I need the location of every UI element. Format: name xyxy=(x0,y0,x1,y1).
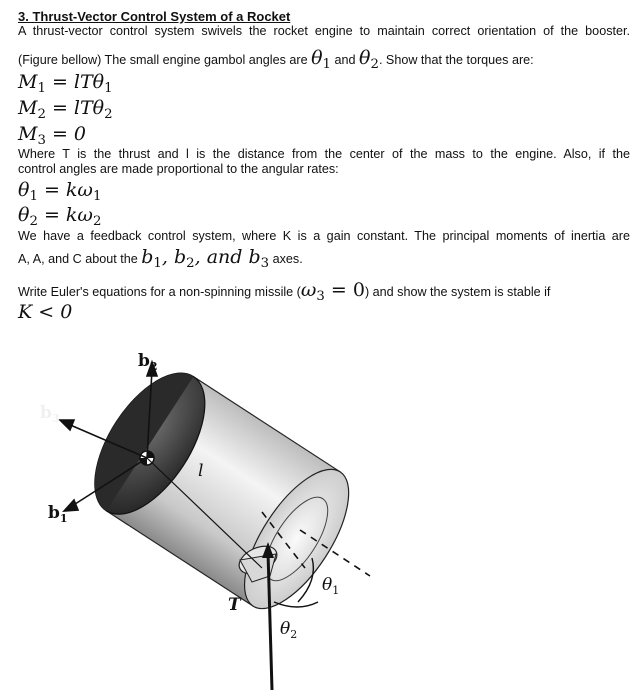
where-text-line2: control angles are made proportional to the angular rates: xyxy=(18,162,339,176)
axes-line: A, A, and C about the $b_1$, $b_2$, and $b_3$ axes. xyxy=(18,246,303,271)
stability-condition: K < 0 xyxy=(18,301,73,323)
axis-b3-arrowhead xyxy=(60,420,74,430)
label-theta2: $\theta_2$ xyxy=(280,619,298,641)
feedback-text: We have a feedback control system, where K is a gain constant. The principal moments of inertia are xyxy=(18,229,630,243)
equation-m1: $M_1 = lT\theta_1$ xyxy=(18,71,113,96)
theta2-symbol: $\theta_2$ xyxy=(359,47,379,72)
label-T: T xyxy=(228,595,241,615)
omega3-condition: $\omega_3 = 0$ xyxy=(300,279,365,304)
axis-b1-arrowhead xyxy=(64,500,78,511)
label-b2: $b_2$ xyxy=(138,351,158,373)
equation-theta1: $\theta_1 = k\omega_1$ xyxy=(18,179,102,204)
label-l: l xyxy=(198,461,204,481)
where-text-line1: Where T is the thrust and l is the distance from the center of the mass to the engine. Also, if the xyxy=(18,147,630,161)
rocket-figure xyxy=(0,340,638,700)
gimbal-angles-line: (Figure bellow) The small engine gambol angles are $\theta_1$ and $\theta_2$. Show that the torques are: xyxy=(18,47,534,72)
equation-theta2: $\theta_2 = k\omega_2$ xyxy=(18,204,102,229)
equation-m2: $M_2 = lT\theta_2$ xyxy=(18,97,113,122)
problem-title: 3. Thrust-Vector Control System of a Rocket xyxy=(18,9,291,24)
label-b3: $b_3$ xyxy=(40,403,60,425)
theta1-symbol: $\theta_1$ xyxy=(311,47,331,72)
label-b1: $b_1$ xyxy=(48,503,68,525)
label-theta1: $\theta_1$ xyxy=(322,575,340,597)
equation-m3: $M_3 = 0$ xyxy=(18,123,87,148)
intro-text: A thrust-vector control system swivels the rocket engine to maintain correct orientation of the booster. xyxy=(18,24,630,38)
euler-line: Write Euler's equations for a non-spinning missile $(\omega_3 = 0)$ and show the system is stable if xyxy=(18,279,551,304)
axes-symbols: $b_1$, $b_2$, and $b_3$ xyxy=(141,246,270,271)
